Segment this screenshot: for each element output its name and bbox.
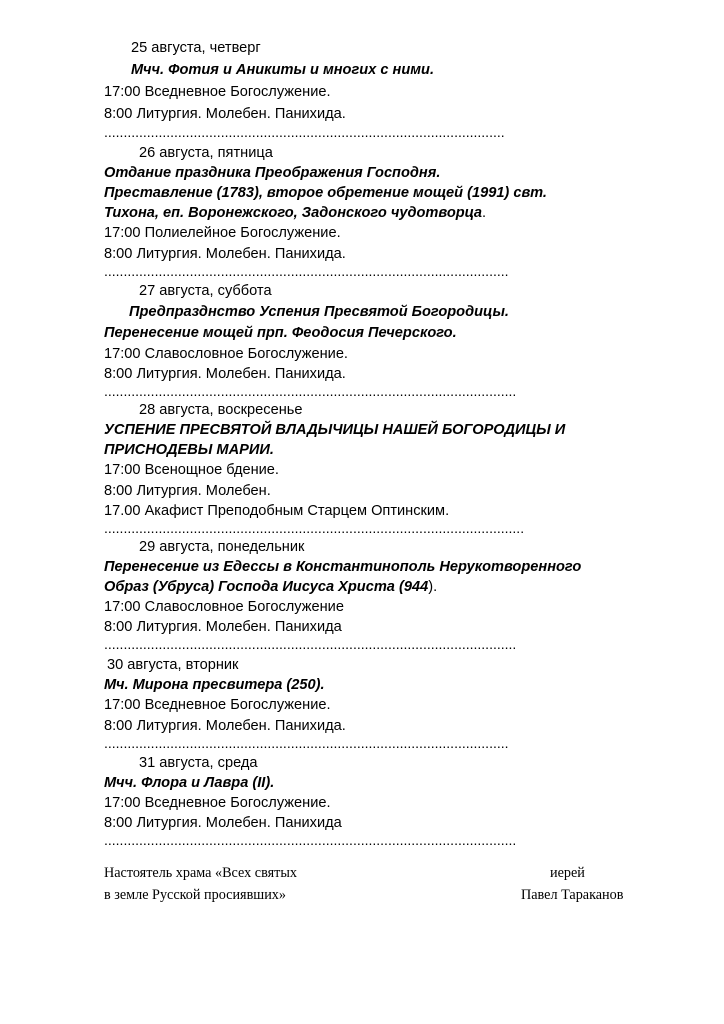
rector-title-line2: в земле Русской просиявших» <box>104 887 286 903</box>
entry-date: 31 августа, среда <box>139 755 258 771</box>
service-morning: 8:00 Литургия. Молебен. <box>104 483 271 499</box>
divider: ............................................................................................................ <box>104 520 525 536</box>
feast-title-text: Образ (Убруса) Господа Иисуса Христа (944 <box>104 579 429 595</box>
entry-date: 28 августа, воскресенье <box>139 402 303 418</box>
service-morning: 8:00 Литургия. Молебен. Панихида. <box>104 718 346 734</box>
feast-title-tail: ). <box>428 579 438 595</box>
service-evening: 17:00 Вседневное Богослужение. <box>104 795 331 811</box>
service-evening: 17:00 Полиелейное Богослужение. <box>104 225 341 241</box>
divider: .......................................................................................................... <box>104 636 517 652</box>
feast-title: ПРИСНОДЕВЫ МАРИИ. <box>104 442 274 458</box>
entry-date: 27 августа, суббота <box>139 283 272 299</box>
feast-title-tail: . <box>482 205 487 221</box>
service-morning: 8:00 Литургия. Молебен. Панихида. <box>104 246 346 262</box>
feast-title <box>104 577 437 597</box>
divider: .......................................................................................................... <box>104 383 517 399</box>
rector-title-line1: Настоятель храма «Всех святых <box>104 865 297 881</box>
service-evening: 17:00 Славословное Богослужение <box>104 599 344 615</box>
service-evening: 17:00 Славословное Богослужение. <box>104 346 348 362</box>
feast-title: Перенесение мощей прп. Феодосия Печерского. <box>104 325 457 341</box>
feast-title-text: Тихона, еп. Воронежского, Задонского чудотворца <box>104 205 482 221</box>
entry-date: 29 августа, понедельник <box>139 539 305 555</box>
service-morning: 8:00 Литургия. Молебен. Панихида <box>104 619 342 635</box>
service-evening: 17:00 Вседневное Богослужение. <box>104 697 331 713</box>
feast-title: УСПЕНИЕ ПРЕСВЯТОЙ ВЛАДЫЧИЦЫ НАШЕЙ БОГОРОДИЦЫ И <box>104 422 566 438</box>
divider: .......................................................................................................... <box>104 832 517 848</box>
feast-title: Мч. Мирона пресвитера (250). <box>104 677 325 693</box>
service-morning: 8:00 Литургия. Молебен. Панихида <box>104 815 342 831</box>
entry-date: 30 августа, вторник <box>107 657 239 673</box>
feast-title: Предпразднство Успения Пресвятой Богородицы. <box>129 304 509 320</box>
service-akathist: 17.00 Акафист Преподобным Старцем Оптинским. <box>104 503 450 519</box>
divider: ....................................................................................................... <box>104 124 505 140</box>
feast-title: Мчч. Флора и Лавра (II). <box>104 775 275 791</box>
service-morning: 8:00 Литургия. Молебен. Панихида. <box>104 366 346 382</box>
service-morning: 8:00 Литургия. Молебен. Панихида. <box>104 106 346 122</box>
divider: ........................................................................................................ <box>104 735 509 751</box>
entry-date: 25 августа, четверг <box>131 40 261 56</box>
feast-title: Перенесение из Едессы в Константинополь Нерукотворенного <box>104 559 582 575</box>
divider: ........................................................................................................ <box>104 263 509 279</box>
feast-title <box>104 203 486 223</box>
feast-title: Мчч. Фотия и Аникиты и многих с ними. <box>131 62 435 78</box>
feast-title: Преставление (1783), второе обретение мощей (1991) свт. <box>104 185 547 201</box>
service-evening: 17:00 Всенощное бдение. <box>104 462 279 478</box>
rector-name: Павел Тараканов <box>521 887 624 903</box>
entry-date: 26 августа, пятница <box>139 145 273 161</box>
rector-rank: иерей <box>550 865 585 881</box>
feast-title: Отдание праздника Преображения Господня. <box>104 165 441 181</box>
service-evening: 17:00 Вседневное Богослужение. <box>104 84 331 100</box>
